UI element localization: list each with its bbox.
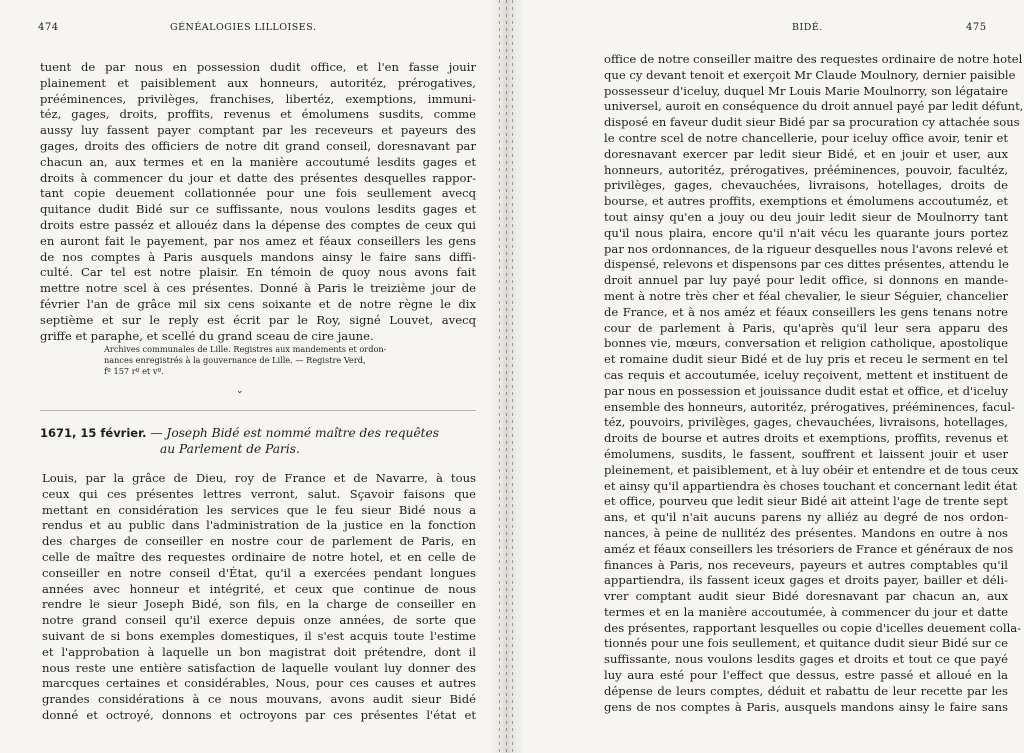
text-line: Louis, par la grâce de Dieu, roy de France et de Navarre, à tous <box>42 471 476 485</box>
text-line: honneurs, autoritéz, prérogatives, prééminences, pouvoir, facultéz, <box>604 162 1008 177</box>
text-line: appartiendra, ils fassent iceux gages et droits payer, bailler et déli- <box>604 573 1008 588</box>
left-text-block-2 <box>42 471 476 724</box>
right-running-title: BIDÉ. <box>792 22 823 33</box>
text-line: celle de maître des requestes ordinaire de notre hotel, et en celle de <box>42 549 476 564</box>
text-line: septième et sur le reply est écrit par le Roy, signé Louvet, avecq <box>40 312 476 327</box>
left-page <box>0 0 496 753</box>
right-page-number: 475 <box>966 22 987 33</box>
text-line: conseiller en notre conseil d'État, qu'il a exercées pendant longues <box>42 565 476 580</box>
text-line: et office, pourveu que ledit sieur Bidé ait atteint l'age de trente sept <box>604 494 1008 509</box>
text-line: marcques certaines et considérables, Nous, pour ces causes et autres <box>42 676 476 691</box>
text-line: bourse, et autres proffits, exemptions et émolumens accoutuméz, et <box>604 194 1008 209</box>
right-page <box>514 0 1024 753</box>
text-line: et ainsy qu'il appartiendra ès choses touchant et concernant ledit état <box>604 478 1018 493</box>
text-line: gens de nos comptes à Paris, ausquels mandons ainsy le faire sans <box>604 699 1008 714</box>
text-line: griffe et paraphe, et scellé du grand sceau de cire jaune. <box>40 328 374 343</box>
text-line: tant copie deuement collationnée pour une fois seullement avecq <box>40 186 476 201</box>
text-line: dépense de leurs comptes, déduit et rabattu de leur recette par les <box>604 683 1008 698</box>
text-line: privilèges, gages, chevauchées, livraisons, hotellages, droits de <box>604 178 1008 193</box>
text-line: par nos ordonnances, de la rigueur desquelles nous l'avons relevé et <box>604 241 1008 256</box>
text-line: fº 157 rº et vº. <box>104 366 164 376</box>
text-line: et l'approbation à laquelle un bon magistrat doit prétendre, dont il <box>42 644 476 659</box>
text-line: et romaine dudit sieur Bidé et de luy pris et receu le serment en tel <box>604 352 1008 367</box>
text-line: rendus et au public dans l'administration de la justice en la fonction <box>42 518 476 533</box>
text-line: téz, pouvoirs, privilèges, gages, chevauchées, livraisons, hotellages, <box>604 415 1008 430</box>
text-line: aussy luy fassent payer comptant par les receveurs et payeurs des <box>40 123 476 138</box>
text-line: téz, gages, droits, proffits, revenus et émolumens susdits, comme <box>40 107 476 122</box>
text-line: de France, et à nos améz et féaux conseillers les gens tenans notre <box>604 304 1008 319</box>
text-line: ans, et qu'il n'ait aucuns parens ny alliéz au degré de nos ordon- <box>604 510 1008 525</box>
text-line: des charges de conseiller en nostre cour de parlement de Paris, en <box>42 534 476 549</box>
text-line: finances à Paris, nos receveurs, payeurs et autres comptables qu'il <box>604 557 1008 572</box>
left-text-block-1 <box>40 60 476 344</box>
text-line: février l'an de grâce mil six cens soixante et de notre règne le dix <box>40 296 476 311</box>
text-line: pleinement, et paisiblement, et à luy obéir et entendre et de tous ceux <box>604 462 1019 477</box>
text-line: par nous en possession et jouissance dudit estat et office, et d'iceluy <box>604 383 1008 398</box>
text-line: tionnés pour une fois seullement, et quitance dudit sieur Bidé sur ce <box>604 636 1008 651</box>
text-line: mettre notre scel à ces présentes. Donné à Paris le treizième jour de <box>40 281 476 296</box>
section-divider <box>40 410 476 411</box>
text-line: plainement et paisiblement aux honneurs, autoritéz, prérogatives, <box>40 75 476 90</box>
text-line: droits estre passéz et allouéz dans la dépense des comptes de ceux qui <box>40 217 476 232</box>
text-line: des présentes, rapportant lesquelles ou copie d'icelles deuement colla- <box>604 620 1022 635</box>
entry-title-line2: au Parlement de Paris. <box>160 442 300 456</box>
text-line: en auront fait le payement, par nos amez et féaux conseillers les gens <box>40 233 476 248</box>
text-line: prééminences, privilèges, franchises, libertéz, exemptions, immuni- <box>40 91 476 106</box>
right-text-block <box>604 52 1024 715</box>
text-line: gages, droits des officiers de notre dit grand conseil, doresnavant par <box>40 138 476 153</box>
entry-date: 1671, 15 février. <box>40 426 147 440</box>
text-line: qu'il nous plaira, encore qu'il n'ait vécu les quarante jours portez <box>604 225 1008 240</box>
archives-citation <box>104 344 460 377</box>
text-line: possesseur d'iceluy, duquel Mr Louis Marie Moulnorry, son légataire <box>604 83 1008 98</box>
text-line: cas requis et accoutumée, iceluy reçoivent, mettent et instituent de <box>604 367 1008 382</box>
text-line: disposé en faveur dudit sieur Bidé par sa procuration cy attachée sous <box>604 115 1020 130</box>
text-line: ment à notre très cher et féal chevalier, le sieur Séguier, chancelier <box>604 288 1008 303</box>
text-line: notre grand conseil qu'il exerce depuis onze années, de sorte que <box>42 613 476 628</box>
text-line: que cy devant tenoit et exerçoit Mr Claude Moulnory, dernier paisible <box>604 67 1016 82</box>
text-line: cour de parlement à Paris, qu'après qu'il leur sera apparu des <box>604 320 1008 335</box>
text-line: quitance dudit Bidé sur ce suffissante, nous voulons lesdits gages et <box>40 202 476 217</box>
left-page-number: 474 <box>38 22 59 33</box>
text-line: dispensé, relevons et dispensons par ces dittes présentes, attendu le <box>604 257 1009 272</box>
text-line: droits à commencer du jour et datte des présentes desquelles rappor- <box>40 170 476 185</box>
text-line: mettant en considération les services que le feu sieur Bidé nous a <box>42 502 476 517</box>
ornament-mark: ⌄ <box>236 386 244 396</box>
entry-heading <box>40 425 470 457</box>
text-line: termes et en la manière accoutumée, à commencer du jour et datte <box>604 604 1008 619</box>
entry-title-line1: — Joseph Bidé est nommé maître des requêtes <box>150 426 439 440</box>
text-line: donné et octroyé, donnons et octroyons par ces présentes l'état et <box>42 707 476 722</box>
text-line: droit annuel par luy payé pour ledit office, si donnons en mande- <box>604 273 1008 288</box>
text-line: ensemble des honneurs, autoritéz, prérogatives, prééminences, facul- <box>604 399 1015 414</box>
text-line: ceux qui ces présentes lettres verront, salut. Sçavoir faisons que <box>42 486 476 501</box>
text-line: doresnavant exercer par ledit sieur Bidé, et en jouir et user, aux <box>604 146 1008 161</box>
text-line: nances enregistrés à la gouvernance de Lille. — Registre Verd, <box>104 355 366 365</box>
text-line: le contre scel de notre chancellerie, pour iceluy office avoir, tenir et <box>604 130 1008 145</box>
text-line: nous reste une entière satisfaction de laquelle voulant luy donner des <box>42 660 476 675</box>
text-line: émolumens, susdits, le fassent, souffrent et laissent jouir et user <box>604 446 1008 461</box>
text-line: suffissante, nous voulons lesdits gages et droits et tout ce que payé <box>604 652 1008 667</box>
text-line: de nos comptes à Paris ausquels mandons ainsy le faire sans diffi- <box>40 249 476 264</box>
text-line: suivant de si bons exemples domestiques, il s'est acquis toute l'estime <box>42 628 476 643</box>
left-running-title: GÉNÉALOGIES LILLOISES. <box>170 22 317 33</box>
text-line: nances, à peine de nullitéz des présentes. Mandons en outre à nos <box>604 525 1008 540</box>
text-line: tout ainsy qu'en a jouy ou deu jouir ledit sieur de Moulnorry tant <box>604 209 1008 224</box>
text-line: droits de bourse et autres droits et exemptions, proffits, revenus et <box>604 431 1008 446</box>
text-line: chacun an, aux termes et en la manière accoutumé lesdits gages et <box>40 154 476 169</box>
text-line: années avec honneur et intégrité, et ceux que continue de nous <box>42 581 476 596</box>
text-line: office de notre conseiller maitre des requestes ordinaire de notre hotel <box>604 52 1023 66</box>
text-line: vrer comptant audit sieur Bidé doresnavant par chacun an, aux <box>604 589 1008 604</box>
text-line: universel, auroit en conséquence du droit annuel payé par ledit défunt, <box>604 99 1024 114</box>
text-line: grandes considérations à ce nous mouvans, avons audit sieur Bidé <box>42 692 476 707</box>
text-line: culté. Car tel est notre plaisir. En témoin de quoy nous avons fait <box>40 265 476 280</box>
text-line: tuent de par nous en possession dudit office, et l'en fasse jouir <box>40 60 476 74</box>
text-line: bonnes vie, mœurs, conversation et religion catholique, apostolique <box>604 336 1008 351</box>
text-line: améz et féaux conseillers les trésoriers de France et généraux de nos <box>604 541 1014 556</box>
text-line: Archives communales de Lille. Registres aux mandements et ordon- <box>104 344 387 354</box>
text-line: rendre le sieur Joseph Bidé, son fils, en la charge de conseiller en <box>42 597 476 612</box>
text-line: luy aura esté pour l'effect que dessus, estre passé et alloué en la <box>604 668 1008 683</box>
